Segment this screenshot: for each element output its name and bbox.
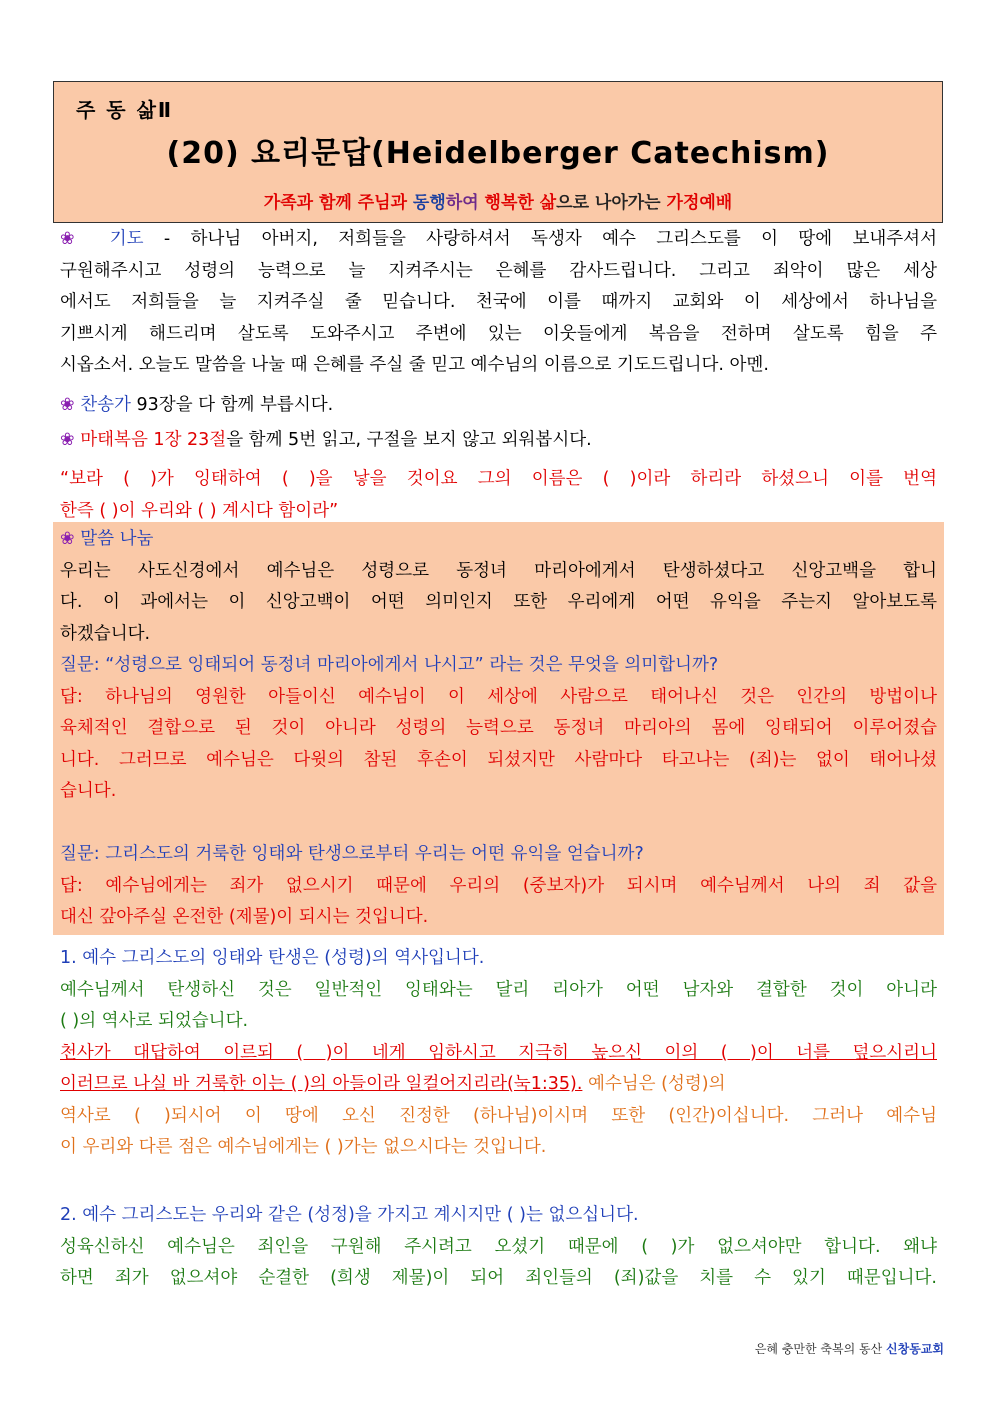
point-1-text: 예수님께서 탄생하신 것은 일반적인 잉태와는 달리 리아가 어떤 남자와 결합한 것이 아니라 [60, 979, 937, 1000]
flower-icon: ❀ [60, 430, 75, 450]
footer-text: 은혜 충만한 축복의 동산 [754, 1342, 887, 1356]
hymn-label: 찬송가 [80, 395, 131, 415]
scripture-section [60, 425, 937, 457]
hymn-line [60, 390, 937, 422]
answer-2-line: 대신 갚아주실 온전한 (제물)이 되시는 것입니다. [60, 907, 429, 927]
sharing-section [60, 524, 937, 934]
answer-1-line: 니다. 그러므로 예수님은 다윗의 참된 후손이 되셨지만 사람마다 타고나는 (죄)는 없이 태어나셨 [60, 749, 937, 770]
answer-2-line: 답: 예수님에게는 죄가 없으시기 때문에 우리의 (중보자)가 되시며 예수님께서 나의 죄 값을 [60, 875, 937, 896]
point-2-section [60, 1200, 937, 1295]
flower-icon: ❀ [60, 395, 75, 415]
prayer-line: 에서도 저희들을 늘 지켜주실 줄 믿습니다. 천국에 이를 때까지 교회와 이 세상에서 하나님을 [60, 292, 937, 312]
series-label: 주 동 삶Ⅱ [76, 98, 174, 122]
answer-1-line: 습니다. [60, 781, 117, 801]
sharing-intro-line: 다. 이 과에서는 이 신앙고백이 어떤 의미인지 또한 우리에게 어떤 유익을 주는지 알아보도록 [60, 592, 937, 612]
prayer-line: 구원해주시고 성령의 능력으로 늘 지켜주시는 은혜를 감사드립니다. 그리고 죄악이 많은 세상 [60, 260, 937, 281]
verse-section [60, 464, 937, 527]
point-2-text: 하면 죄가 없으셔야 순결한 (희생 제물)이 되어 죄인들의 (죄)값을 치를 수 있기 때문입니다. [60, 1268, 937, 1288]
hymn-section [60, 390, 937, 422]
point-1-orange-text: 이 우리와 다른 점은 예수님에게는 ( )가는 없으시다는 것입니다. [60, 1137, 547, 1157]
point-1-heading: 1. 예수 그리스도의 잉태와 탄생은 (성령)의 역사입니다. [60, 948, 485, 968]
verse-line: 한즉 ( )이 우리와 ( ) 계시다 함이라” [60, 500, 339, 521]
point-1-text: ( )의 역사로 되었습니다. [60, 1011, 249, 1031]
subtitle-part: 행복한 [484, 193, 540, 213]
header-box [53, 81, 943, 223]
prayer-line: 기쁘시게 해드리며 살도록 도와주시고 주변에 있는 이웃들에게 복음을 전하며 살도록 힘을 주 [60, 323, 937, 344]
point-1-verse: 천사가 대답하여 이르되 ( )이 네게 임하시고 지극히 높으신 이의 ( )이 너를 덮으시리니 [60, 1042, 937, 1063]
page-title: (20) 요리문답(Heidelberger Catechism) [166, 136, 830, 171]
sharing-intro-line: 우리는 사도신경에서 예수님은 성령으로 동정녀 마리아에게서 탄생하셨다고 신앙고백을 합니 [60, 560, 937, 581]
prayer-label: 기도 [109, 229, 144, 249]
flower-icon: ❀ [60, 229, 90, 249]
subtitle-part: 하여 [445, 193, 485, 213]
subtitle-part: 주님과 [357, 193, 413, 213]
point-1-verse: 이러므로 나실 바 거룩한 이는 ( )의 아들이라 일컬어지리라(눅1:35). [60, 1074, 583, 1094]
point-2-text: 성육신하신 예수님은 죄인을 구원해 주시려고 오셨기 때문에 ( )가 없으셔야만 합니다. 왜냐 [60, 1236, 937, 1257]
subtitle-part: 동행 [412, 193, 446, 213]
answer-1-line: 답: 하나님의 영원한 아들이신 예수님이 이 세상에 사람으로 태어나신 것은 인간의 방법이나 [60, 686, 937, 707]
point-2-heading: 2. 예수 그리스도는 우리와 같은 (성정)을 가지고 계시지만 ( )는 없으십니다. [60, 1205, 639, 1225]
subtitle-part: 으로 나아가는 [556, 193, 667, 213]
subtitle-part: 삶 [539, 193, 557, 213]
question-1: 질문: “성령으로 잉태되어 동정녀 마리아에게서 나시고” 라는 것은 무엇을 의미합니까? [60, 655, 719, 675]
prayer-line: 시옵소서. 오늘도 말씀을 나눌 때 은혜를 주실 줄 믿고 예수님의 이름으로 기도드립니다. 아멘. [60, 355, 769, 375]
sharing-intro-line: 하겠습니다. [60, 623, 151, 644]
point-1-verse-line [60, 1069, 937, 1101]
answer-1-line: 육체적인 결합으로 된 것이 아니라 성령의 능력으로 동정녀 마리아의 몸에 잉태되어 이루어졌습 [60, 718, 937, 738]
flower-icon: ❀ [60, 529, 75, 549]
spacer [60, 808, 937, 840]
prayer-section [60, 224, 937, 382]
hymn-text: 93장을 다 함께 부릅시다. [130, 395, 334, 415]
point-1-orange-text: 예수님은 (성령)의 [582, 1074, 726, 1094]
point-1-orange-text: 역사로 ( )되시어 이 땅에 오신 진정한 (하나님)이시며 또한 (인간)이십니다. 그러나 예수님 [60, 1105, 937, 1126]
subtitle-part: 가족과 함께 [263, 193, 358, 213]
sharing-label: 말씀 나눔 [80, 529, 154, 549]
scripture-label: 마태복음 1장 23절 [80, 430, 227, 450]
scripture-text: 을 함께 5번 읽고, 구절을 보지 않고 외워봅시다. [226, 430, 592, 450]
prayer-text: - 하나님 아버지, 저희들을 사랑하셔서 독생자 예수 그리스도를 이 땅에 보내주셔서 [143, 229, 937, 249]
verse-line: “보라 ( )가 잉태하여 ( )을 낳을 것이요 그의 이름은 ( )이라 하리라 하셨으니 이를 번역 [60, 469, 937, 489]
page-subtitle [54, 188, 942, 213]
sharing-heading [60, 524, 937, 556]
prayer-line [60, 224, 937, 256]
question-2: 질문: 그리스도의 거룩한 잉태와 탄생으로부터 우리는 어떤 유익을 얻습니까? [60, 844, 644, 864]
point-1-section [60, 943, 937, 1164]
footer [755, 1340, 944, 1357]
subtitle-part: 가정예배 [666, 193, 733, 213]
scripture-line [60, 425, 937, 457]
footer-church: 신창동교회 [886, 1342, 944, 1356]
